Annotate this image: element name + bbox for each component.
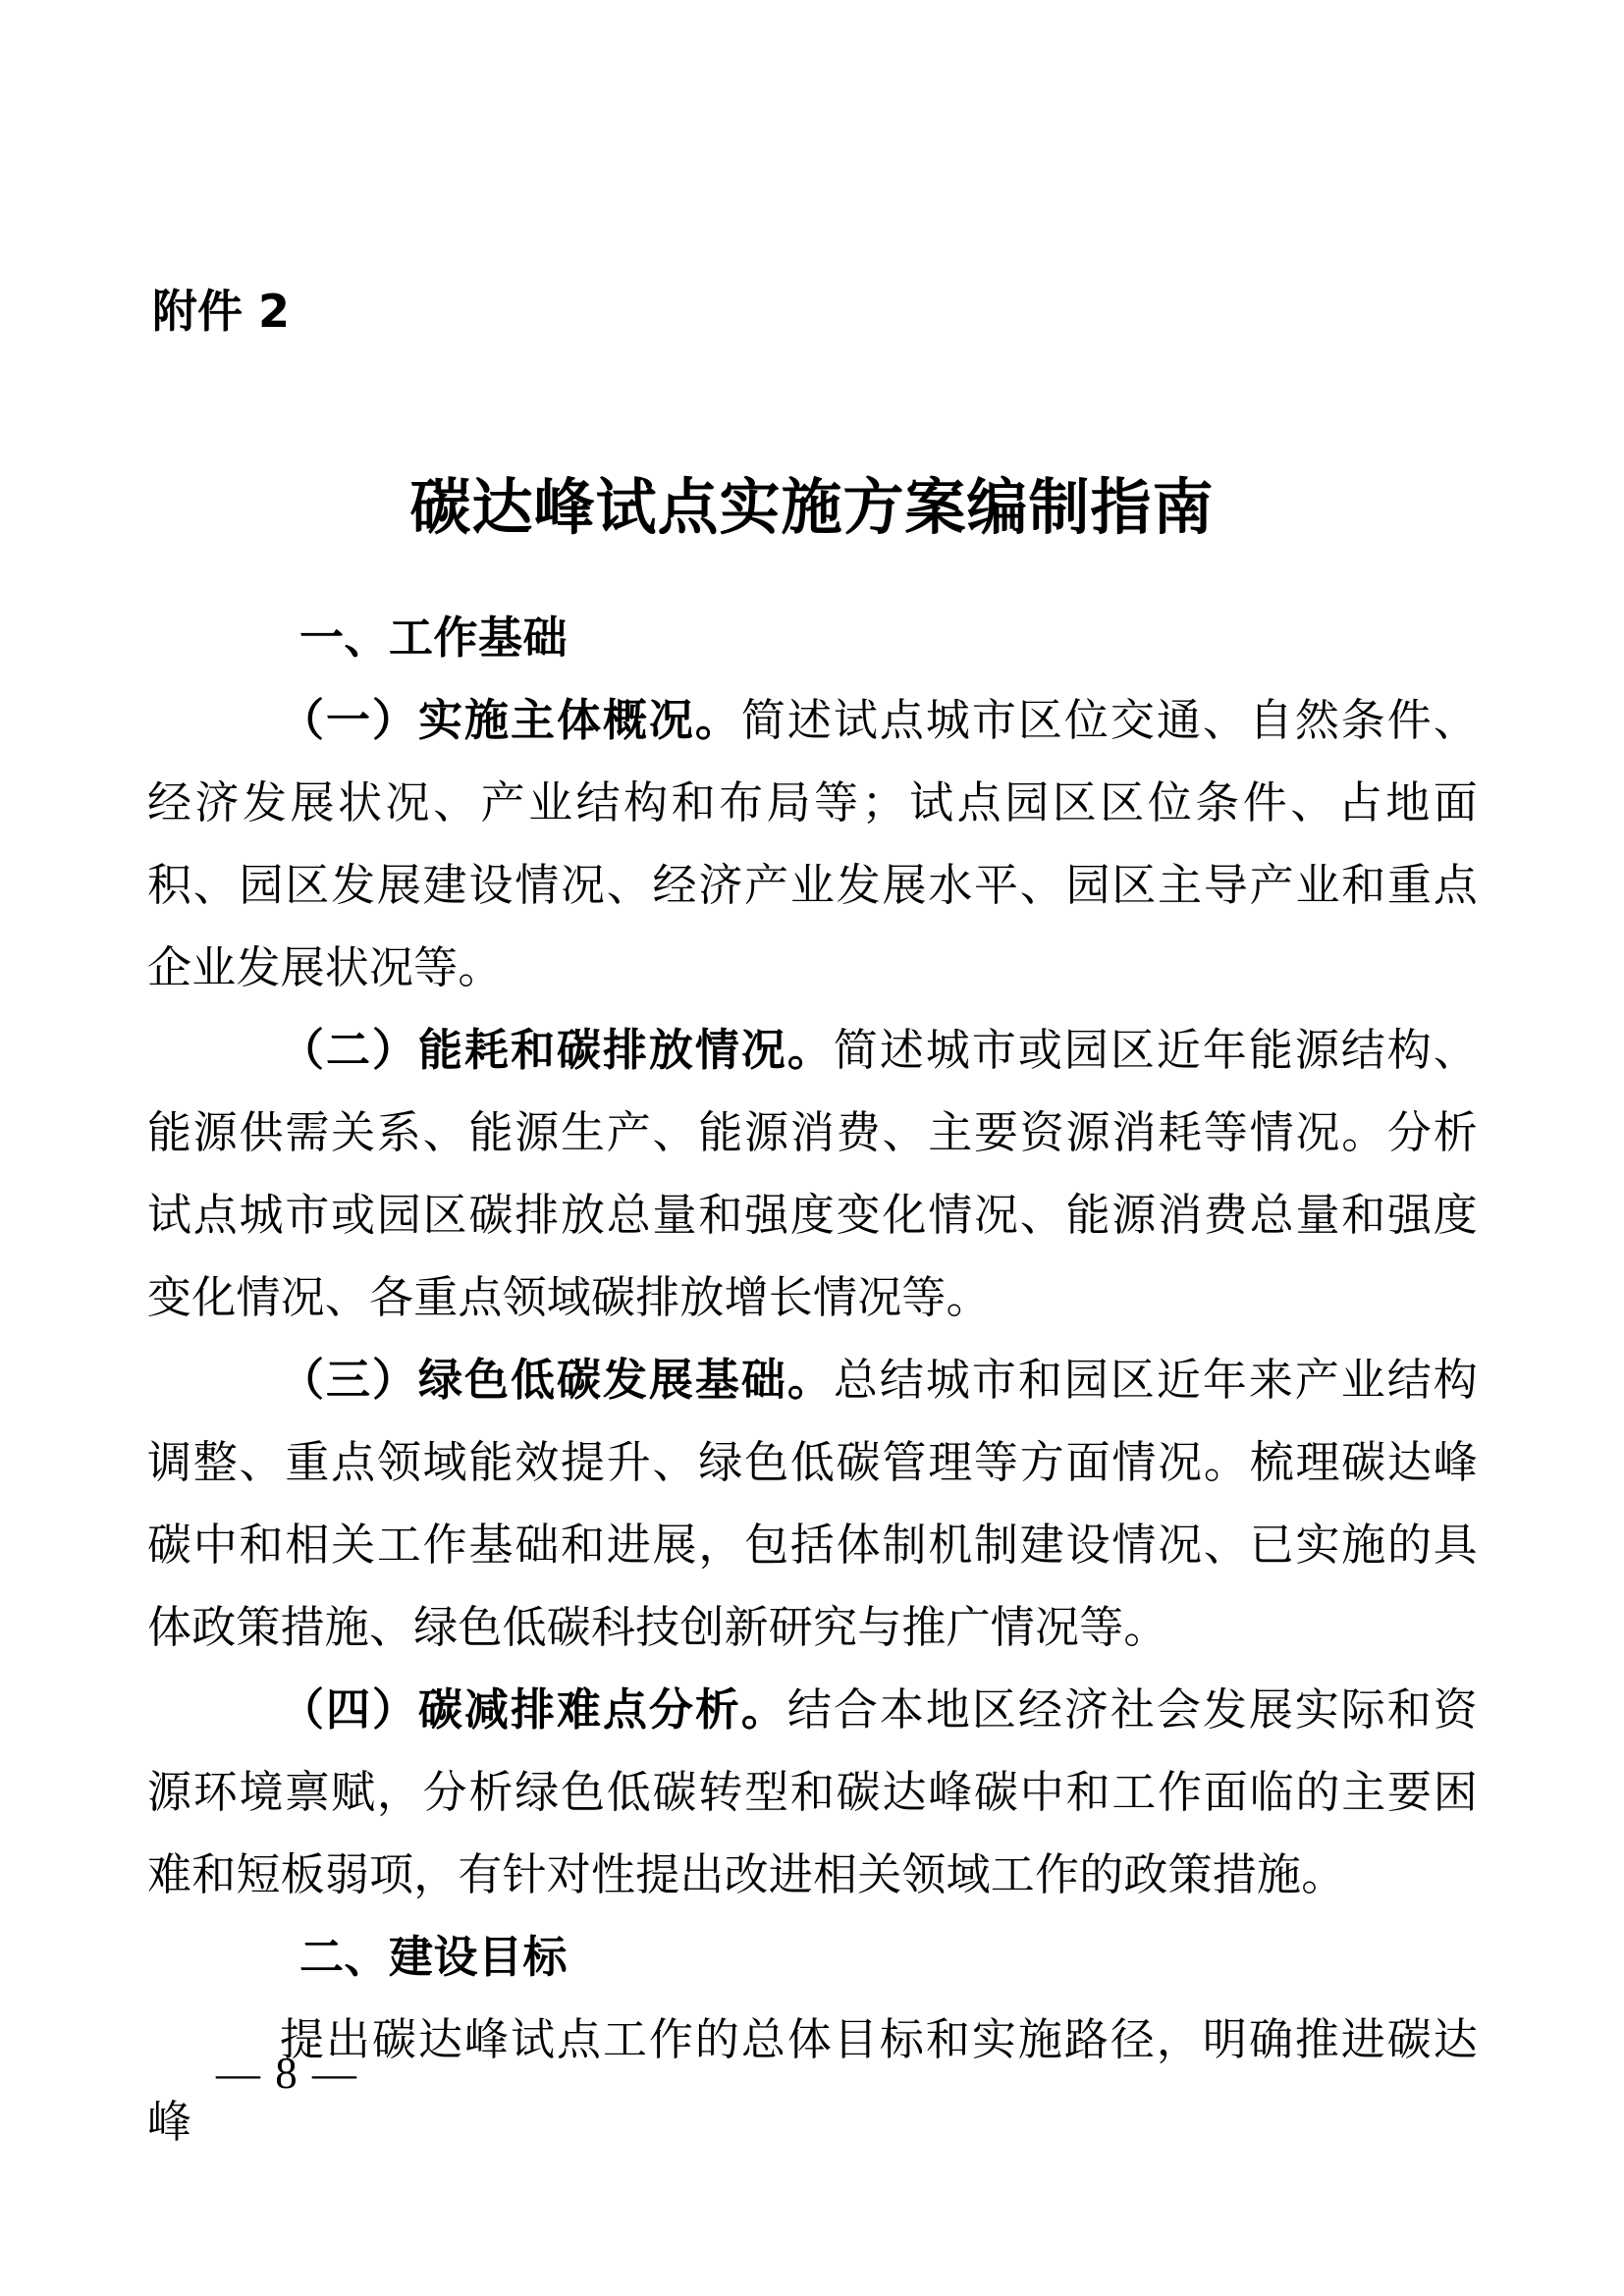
paragraph-text: 提出碳达峰试点工作的总体目标和实施路径，明确推进碳达峰	[147, 2015, 1478, 2147]
paragraph-carbon-reduction-difficulties	[147, 1669, 1478, 1916]
paragraph-text: 结合本地区经济社会发展实际和资源环境禀赋，分析绿色低碳转型和碳达峰碳中和工作面临的主要困难和短板弱项，有针对性提出改进相关领域工作的政策措施。	[147, 1685, 1478, 1899]
paragraph-text: 简述试点城市区位交通、自然条件、经济发展状况、产业结构和布局等；试点园区区位条件、占地面积、园区发展建设情况、经济产业发展水平、园区主导产业和重点企业发展状况等。	[147, 696, 1478, 992]
paragraph-green-lowcarbon-foundation	[147, 1339, 1478, 1669]
section-heading-work-foundation: 一、工作基础	[299, 612, 568, 664]
paragraph-energy-carbon-emissions	[147, 1009, 1478, 1339]
paragraph-text: 总结城市和园区近年来产业结构调整、重点领域能效提升、绿色低碳管理等方面情况。梳理碳达峰碳中和相关工作基础和进展，包括体制机制建设情况、已实施的具体政策措施、绿色低碳科技创新研究与推广情况等。	[147, 1356, 1478, 1652]
document-title: 碳达峰试点实施方案编制指南	[409, 474, 1215, 542]
attachment-label: 附件 2	[152, 285, 291, 338]
paragraph-lead: （二）能耗和碳排放情况。	[280, 1026, 834, 1075]
section-heading-construction-goals: 二、建设目标	[299, 1931, 568, 1983]
document-body	[147, 597, 1478, 2163]
paragraph-lead: （一）实施主体概况。	[280, 696, 741, 745]
paragraph-implementation-subject	[147, 679, 1478, 1009]
page-number: — 8 —	[216, 2049, 358, 2098]
paragraph-lead: （四）碳减排难点分析。	[280, 1685, 787, 1735]
paragraph-lead: （三）绿色低碳发展基础。	[280, 1356, 834, 1405]
paragraph-text: 简述城市或园区近年能源结构、能源供需关系、能源生产、能源消费、主要资源消耗等情况。分析试点城市或园区碳排放总量和强度变化情况、能源消费总量和强度变化情况、各重点领域碳排放增长情况等。	[147, 1026, 1478, 1322]
